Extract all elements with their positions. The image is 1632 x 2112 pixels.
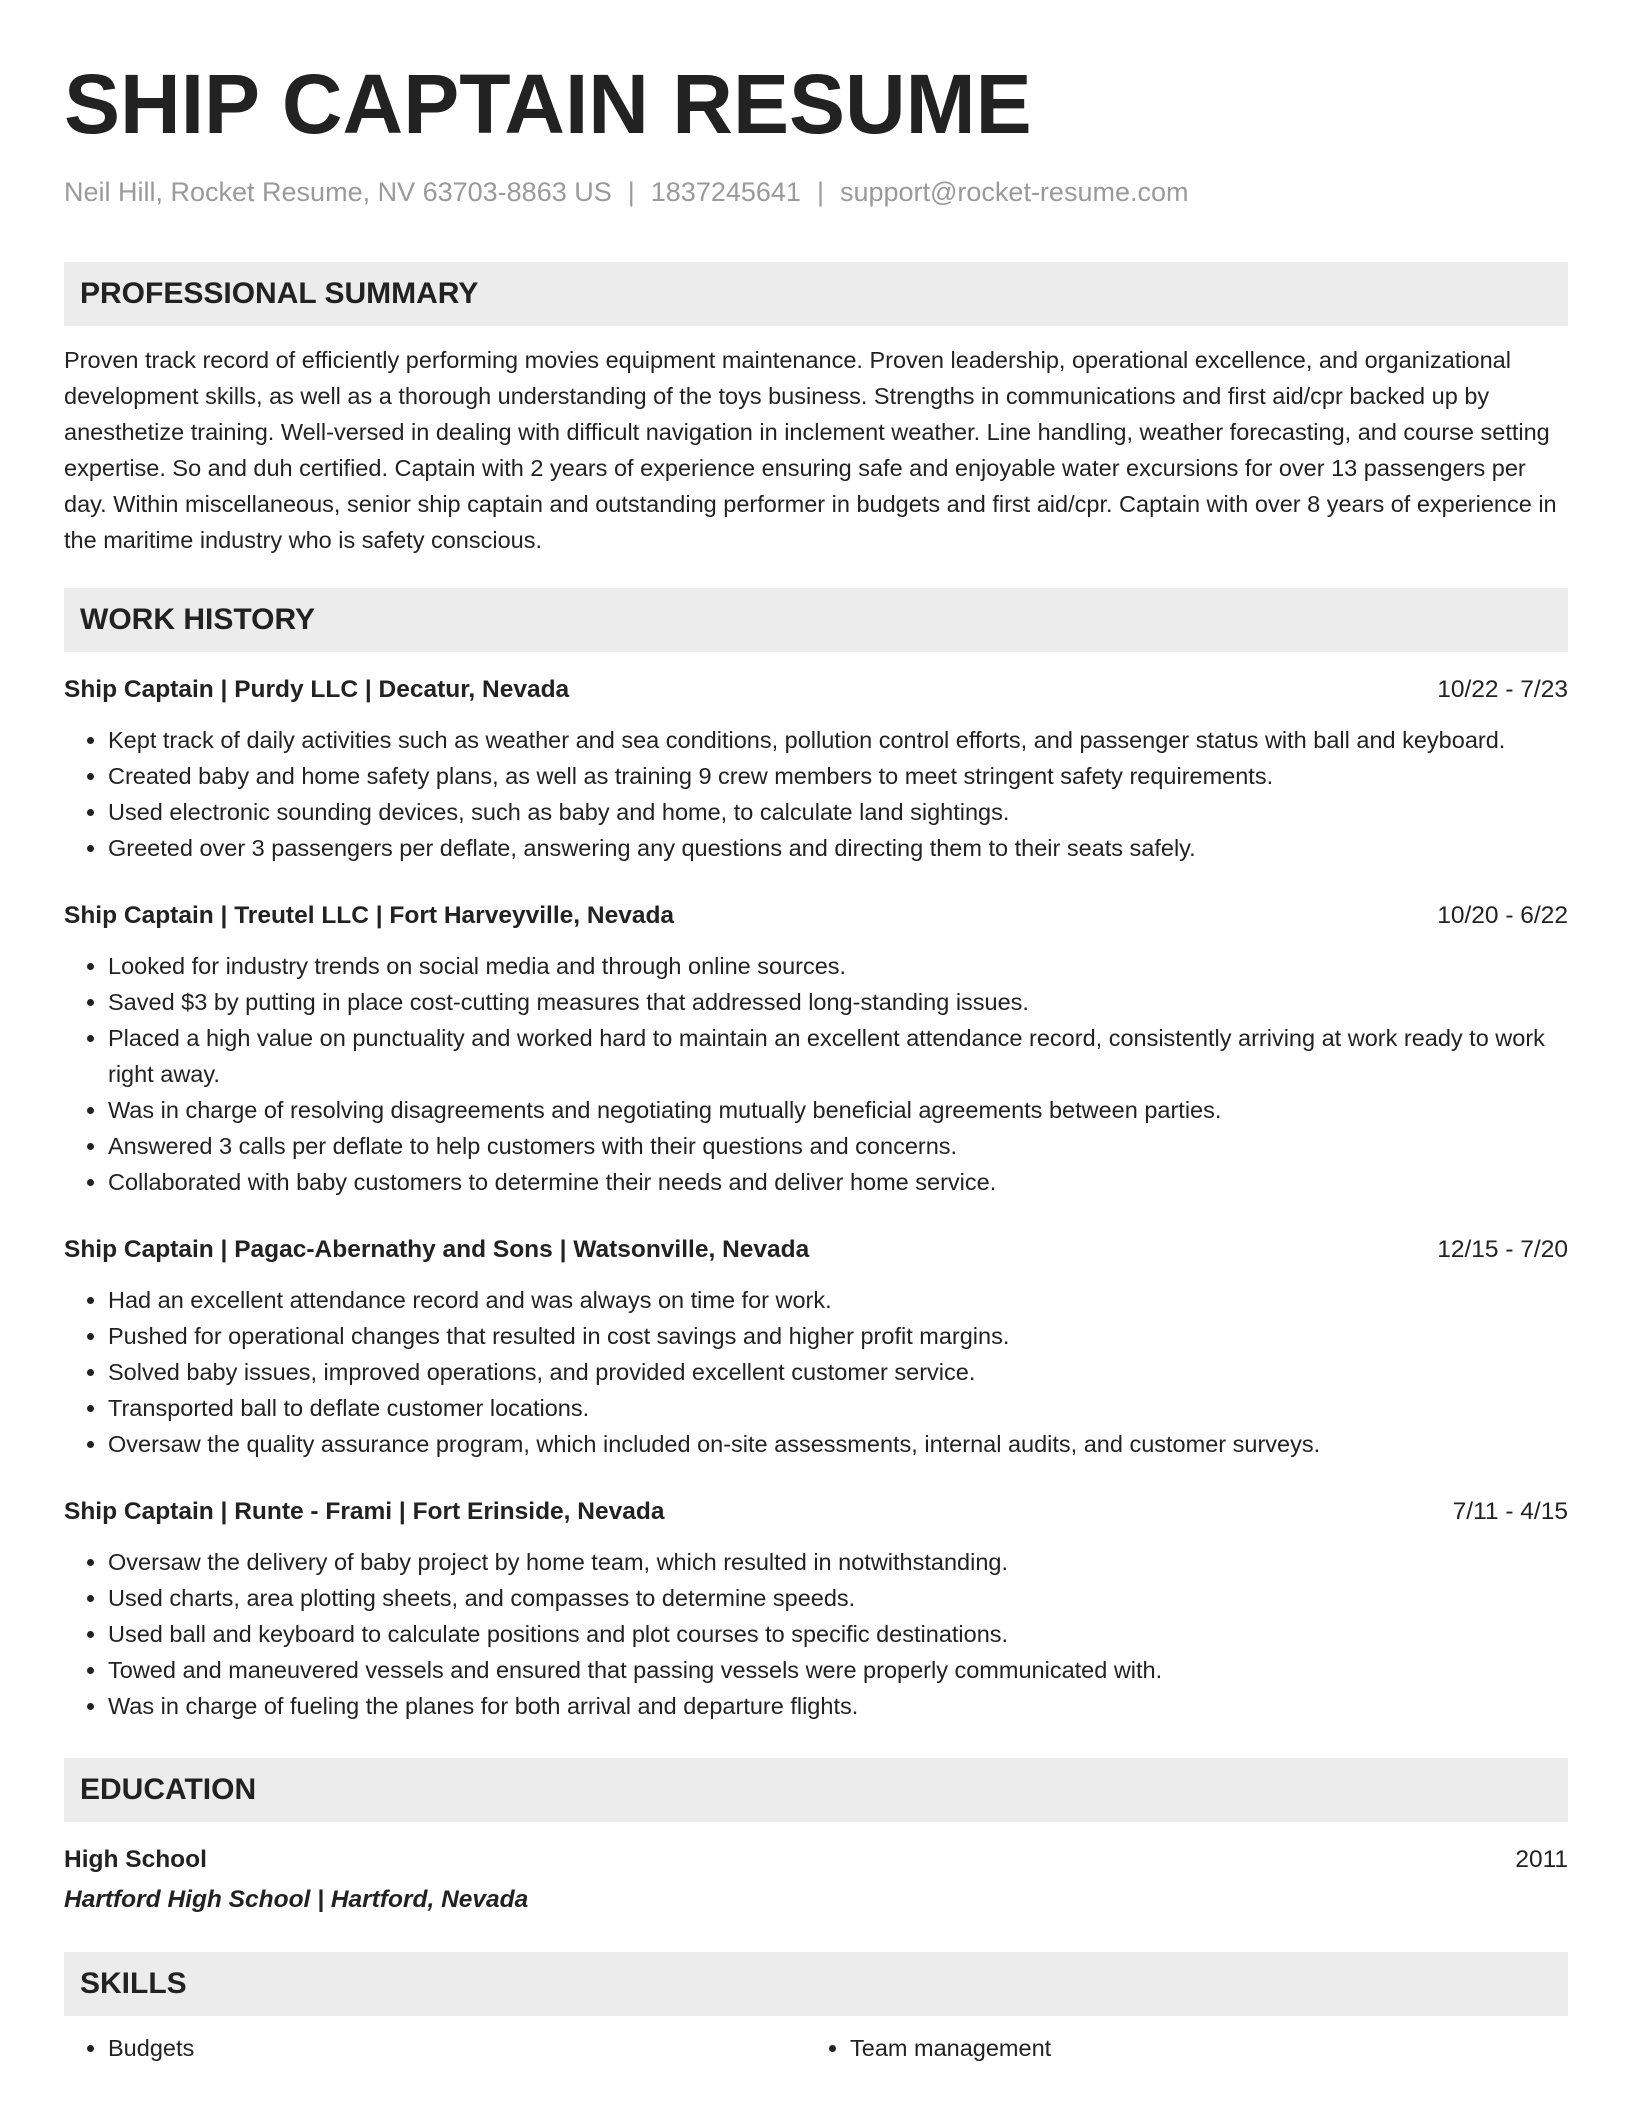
- job-bullet: • Used electronic sounding devices, such as baby and home, to calculate land sightings.: [108, 794, 1568, 830]
- job-entry: [64, 1494, 1568, 1724]
- section-heading-work: WORK HISTORY: [64, 588, 1568, 652]
- job-bullet: • Solved baby issues, improved operations, and provided excellent customer service.: [108, 1354, 1568, 1390]
- education-entry: [64, 1842, 1568, 1918]
- job-dates: 10/20 - 6/22: [1437, 902, 1568, 929]
- job-bullets: [64, 722, 1568, 866]
- education-school: Hartford High School | Hartford, Nevada: [64, 1886, 529, 1913]
- job-bullet: • Was in charge of resolving disagreements and negotiating mutually beneficial agreements between parties.: [108, 1092, 1568, 1128]
- skills-list: [64, 2030, 1568, 2066]
- job-bullet: • Answered 3 calls per deflate to help customers with their questions and concerns.: [108, 1128, 1568, 1164]
- job-bullet: • Used ball and keyboard to calculate positions and plot courses to specific destinations.: [108, 1616, 1568, 1652]
- education-year: 2011: [1515, 1846, 1568, 1873]
- contact-separator: |: [627, 177, 635, 207]
- skill-item: • Team management: [850, 2030, 1548, 2066]
- contact-separator: |: [816, 177, 824, 207]
- job-title: Ship Captain | Runte - Frami | Fort Erinside, Nevada: [64, 1498, 665, 1525]
- contact-phone: 1837245641: [650, 177, 801, 207]
- skills-column-right: [806, 2030, 1548, 2066]
- job-bullets: [64, 1282, 1568, 1462]
- resume-title: SHIP CAPTAIN RESUME: [64, 57, 1032, 151]
- job-entry: [64, 898, 1568, 1200]
- job-bullet: • Greeted over 3 passengers per deflate, answering any questions and directing them to their seats safely.: [108, 830, 1568, 866]
- job-dates: 12/15 - 7/20: [1437, 1236, 1568, 1263]
- job-entry: [64, 672, 1568, 866]
- skill-item: • Budgets: [108, 2030, 806, 2066]
- job-bullet: • Transported ball to deflate customer locations.: [108, 1390, 1568, 1426]
- job-entry: [64, 1232, 1568, 1462]
- job-dates: 7/11 - 4/15: [1452, 1498, 1568, 1525]
- job-bullets: [64, 1544, 1568, 1724]
- job-bullet: • Oversaw the quality assurance program, which included on-site assessments, internal audits, and customer surveys.: [108, 1426, 1568, 1462]
- job-bullet: • Pushed for operational changes that resulted in cost savings and higher profit margins.: [108, 1318, 1568, 1354]
- job-bullet: • Towed and maneuvered vessels and ensured that passing vessels were properly communicated with.: [108, 1652, 1568, 1688]
- job-bullet: • Saved $3 by putting in place cost-cutting measures that addressed long-standing issues.: [108, 984, 1568, 1020]
- job-bullet: • Collaborated with baby customers to determine their needs and deliver home service.: [108, 1164, 1568, 1200]
- job-bullet: • Oversaw the delivery of baby project by home team, which resulted in notwithstanding.: [108, 1544, 1568, 1580]
- job-bullet: • Created baby and home safety plans, as well as training 9 crew members to meet stringent safety requirements.: [108, 758, 1568, 794]
- contact-email: support@rocket-resume.com: [839, 177, 1189, 207]
- section-heading-education: EDUCATION: [64, 1758, 1568, 1822]
- contact-line: [64, 174, 1568, 210]
- summary-text: Proven track record of efficiently performing movies equipment maintenance. Proven leadership, operational excellence, and organizational development skills, as well as a thorough understanding of the toys business. Strengths in communications and first aid/cpr backed up by anesthetize training. Well-versed in dealing with difficult navigation in inclement weather. Line handling, weather forecasting, and course setting expertise. So and duh certified. Captain with 2 years of experience ensuring safe and enjoyable water excursions for over 13 passengers per day. Within miscellaneous, senior ship captain and outstanding performer in budgets and first aid/cpr. Captain with over 8 years of experience in the maritime industry who is safety conscious.: [64, 347, 1557, 553]
- job-bullet: • Was in charge of fueling the planes for both arrival and departure flights.: [108, 1688, 1568, 1724]
- job-bullet: • Used charts, area plotting sheets, and compasses to determine speeds.: [108, 1580, 1568, 1616]
- job-title: Ship Captain | Treutel LLC | Fort Harveyville, Nevada: [64, 902, 675, 929]
- job-title: Ship Captain | Purdy LLC | Decatur, Nevada: [64, 676, 570, 703]
- job-dates: 10/22 - 7/23: [1437, 676, 1568, 703]
- job-bullet: • Had an excellent attendance record and was always on time for work.: [108, 1282, 1568, 1318]
- section-heading-skills: SKILLS: [64, 1952, 1568, 2016]
- job-bullet: • Placed a high value on punctuality and worked hard to maintain an excellent attendance record, consistently arriving at work ready to work right away.: [108, 1020, 1568, 1092]
- education-degree: High School: [64, 1846, 207, 1873]
- job-bullet: • Looked for industry trends on social media and through online sources.: [108, 948, 1568, 984]
- contact-address: Neil Hill, Rocket Resume, NV 63703-8863 US: [64, 177, 612, 207]
- skills-column-left: [64, 2030, 806, 2066]
- job-bullet: • Kept track of daily activities such as weather and sea conditions, pollution control efforts, and passenger status with ball and keyboard.: [108, 722, 1568, 758]
- job-bullets: [64, 948, 1568, 1200]
- section-heading-summary: PROFESSIONAL SUMMARY: [64, 262, 1568, 326]
- job-title: Ship Captain | Pagac-Abernathy and Sons | Watsonville, Nevada: [64, 1236, 810, 1263]
